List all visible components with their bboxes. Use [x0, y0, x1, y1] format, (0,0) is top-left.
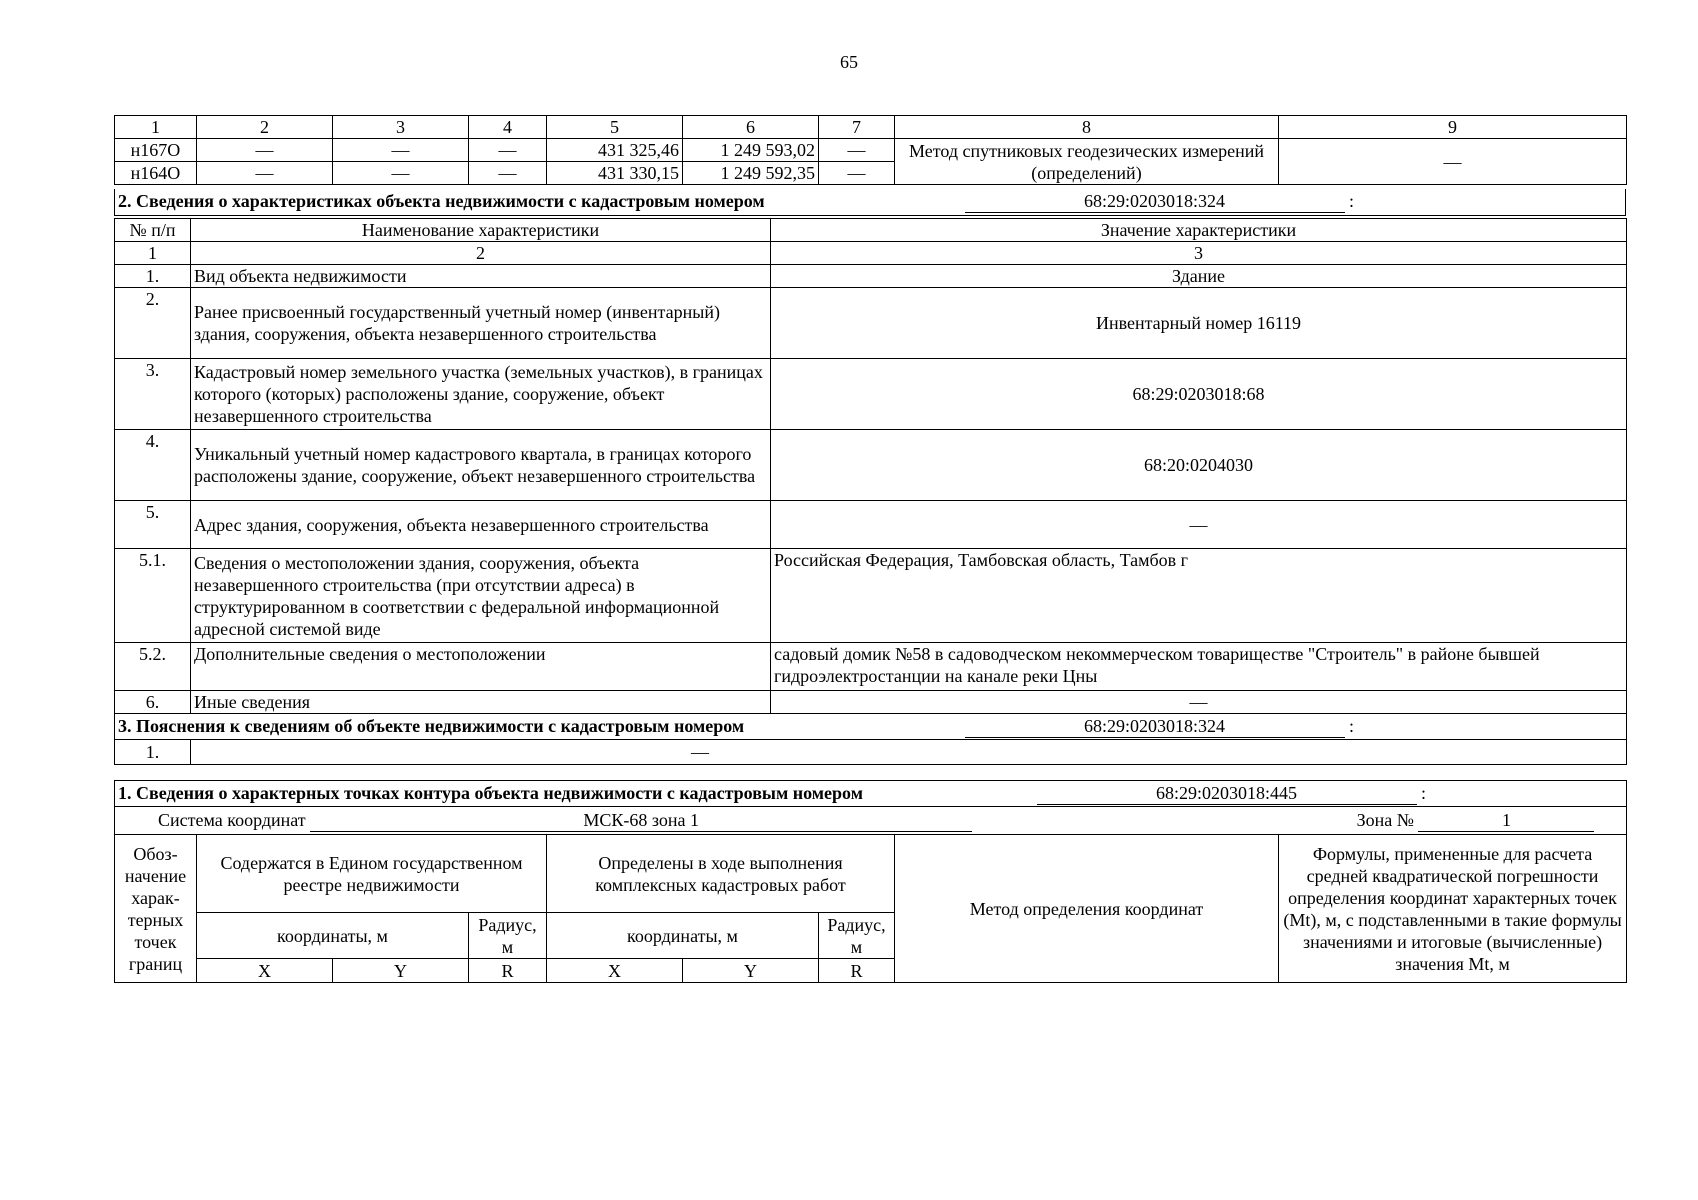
characteristic-value: —	[771, 691, 1627, 714]
col-number: 3	[333, 116, 469, 139]
col-number: 7	[819, 116, 895, 139]
formula-cell: —	[1279, 139, 1627, 185]
characteristics-table	[114, 218, 1627, 765]
section4-title-row	[115, 781, 1627, 807]
row-number: 3.	[115, 359, 191, 430]
characteristic-value: Российская Федерация, Тамбовская область, Тамбов г	[771, 549, 1627, 643]
row-number: 5.1.	[115, 549, 191, 643]
characteristic-value: садовый домик №58 в садоводческом некоммерческом товариществе "Строитель" в районе бывшей гидроэлектростанции на канале реки Цны	[771, 643, 1627, 691]
dash-cell: —	[333, 139, 469, 162]
table-row	[115, 501, 1627, 549]
y-header: Y	[333, 959, 469, 983]
characteristic-value: —	[771, 501, 1627, 549]
point-name: н164О	[115, 162, 197, 185]
col-number: 9	[1279, 116, 1627, 139]
characteristic-name: Иные сведения	[191, 691, 771, 714]
row-number: 2.	[115, 288, 191, 359]
characteristic-name: Адрес здания, сооружения, объекта незавершенного строительства	[191, 501, 771, 549]
col-number: 8	[895, 116, 1279, 139]
radius-header: Радиус, м	[469, 913, 547, 959]
r-header: R	[469, 959, 547, 983]
section4-cadastral-number: 68:29:0203018:445	[1037, 782, 1417, 805]
row-number: 1.	[115, 265, 191, 288]
col-number: 5	[547, 116, 683, 139]
row-number: 5.	[115, 501, 191, 549]
coord-system-value: МСК-68 зона 1	[310, 809, 972, 832]
characteristic-name: Ранее присвоенный государственный учетный номер (инвентарный) здания, сооружения, объекта незавершенного строительства	[191, 288, 771, 359]
x-coordinate: 431 325,46	[547, 139, 683, 162]
characteristic-name: Сведения о местоположении здания, сооружения, объекта незавершенного строительства (при отсутствии адреса) в структурированном в соответствии с федеральной информационной адресной системой виде	[191, 549, 771, 643]
col-number: 1	[115, 242, 191, 265]
table-row	[115, 430, 1627, 501]
characteristic-name: Вид объекта недвижимости	[191, 265, 771, 288]
point-name: н167О	[115, 139, 197, 162]
col-number: 6	[683, 116, 819, 139]
section2-title: 2. Сведения о характеристиках объекта недвижимости с кадастровым номером	[118, 191, 765, 212]
table-row	[115, 740, 1627, 765]
zone-value: 1	[1418, 809, 1594, 832]
formula-header: Формулы, примененные для расчета средней квадратической погрешности определения координат характерных точек (Mt), м, с подставленными в такие формулы значениями и итоговые (вычисленные) значения Mt, м	[1279, 835, 1627, 983]
characteristic-value: Инвентарный номер 16119	[771, 288, 1627, 359]
characteristic-value: 68:20:0204030	[771, 430, 1627, 501]
header-number: № п/п	[115, 219, 191, 242]
col-number: 4	[469, 116, 547, 139]
method-header: Метод определения координат	[895, 835, 1279, 983]
header-row	[115, 116, 1627, 139]
characteristic-name: Дополнительные сведения о местоположении	[191, 643, 771, 691]
y-coordinate: 1 249 592,35	[683, 162, 819, 185]
row-number: 5.2.	[115, 643, 191, 691]
characteristic-name: Кадастровый номер земельного участка (земельных участков), в границах которого (которых) расположены здание, сооружение, объект незавершенного строительства	[191, 359, 771, 430]
table-row	[115, 288, 1627, 359]
section2-colon: :	[1349, 191, 1355, 212]
page-number: 65	[840, 52, 858, 72]
table-row	[115, 359, 1627, 430]
header-value: Значение характеристики	[771, 219, 1627, 242]
contour-points-table	[114, 780, 1627, 983]
row-number: 4.	[115, 430, 191, 501]
col-number: 2	[197, 116, 333, 139]
y-header: Y	[683, 959, 819, 983]
points-table	[114, 115, 1627, 185]
dash-cell: —	[197, 139, 333, 162]
characteristic-name: Уникальный учетный номер кадастрового квартала, в границах которого расположены здание, сооружение, объект незавершенного строительства	[191, 430, 771, 501]
table-row	[115, 139, 1627, 162]
table-row	[115, 643, 1627, 691]
complex-works-header: Определены в ходе выполнения комплексных кадастровых работ	[547, 835, 895, 913]
row-number: 6.	[115, 691, 191, 714]
y-coordinate: 1 249 593,02	[683, 139, 819, 162]
section2-title-table	[114, 189, 1626, 216]
coord-system-label: Система координат	[158, 810, 306, 830]
dash-cell: —	[469, 162, 547, 185]
section2-cadastral-number: 68:29:0203018:324	[965, 190, 1345, 213]
table-row	[115, 265, 1627, 288]
section3-cadastral-number: 68:29:0203018:324	[965, 715, 1345, 738]
designation-header: Обоз-начение харак-терных точек границ	[115, 835, 197, 983]
x-coordinate: 431 330,15	[547, 162, 683, 185]
dash-cell: —	[197, 162, 333, 185]
col-number: 2	[191, 242, 771, 265]
r-header: R	[819, 959, 895, 983]
section4-title: 1. Сведения о характерных точках контура объекта недвижимости с кадастровым номером	[118, 783, 863, 803]
x-header: X	[197, 959, 333, 983]
zone-label: Зона №	[1356, 810, 1414, 830]
section3-title-row	[115, 714, 1627, 740]
characteristic-value: Здание	[771, 265, 1627, 288]
coord-system-row	[115, 807, 1627, 835]
explanation-value: —	[191, 740, 1627, 765]
dash-cell: —	[333, 162, 469, 185]
section3-title: 3. Пояснения к сведениям об объекте недвижимости с кадастровым номером	[118, 716, 745, 736]
table-row	[115, 549, 1627, 643]
header-name: Наименование характеристики	[191, 219, 771, 242]
dash-cell: —	[469, 139, 547, 162]
section4-colon: :	[1421, 783, 1427, 803]
col-number: 3	[771, 242, 1627, 265]
x-header: X	[547, 959, 683, 983]
radius-header: Радиус, м	[819, 913, 895, 959]
section3-colon: :	[1349, 716, 1355, 736]
coordinates-header: координаты, м	[197, 913, 469, 959]
col-number: 1	[115, 116, 197, 139]
coordinates-header: координаты, м	[547, 913, 819, 959]
radius-cell: —	[819, 139, 895, 162]
egrn-header: Содержатся в Едином государственном реестре недвижимости	[197, 835, 547, 913]
section2-title-row	[115, 189, 1626, 215]
table-row	[115, 691, 1627, 714]
row-number: 1.	[115, 740, 191, 765]
radius-cell: —	[819, 162, 895, 185]
characteristic-value: 68:29:0203018:68	[771, 359, 1627, 430]
method-cell: Метод спутниковых геодезических измерений (определений)	[895, 139, 1279, 185]
